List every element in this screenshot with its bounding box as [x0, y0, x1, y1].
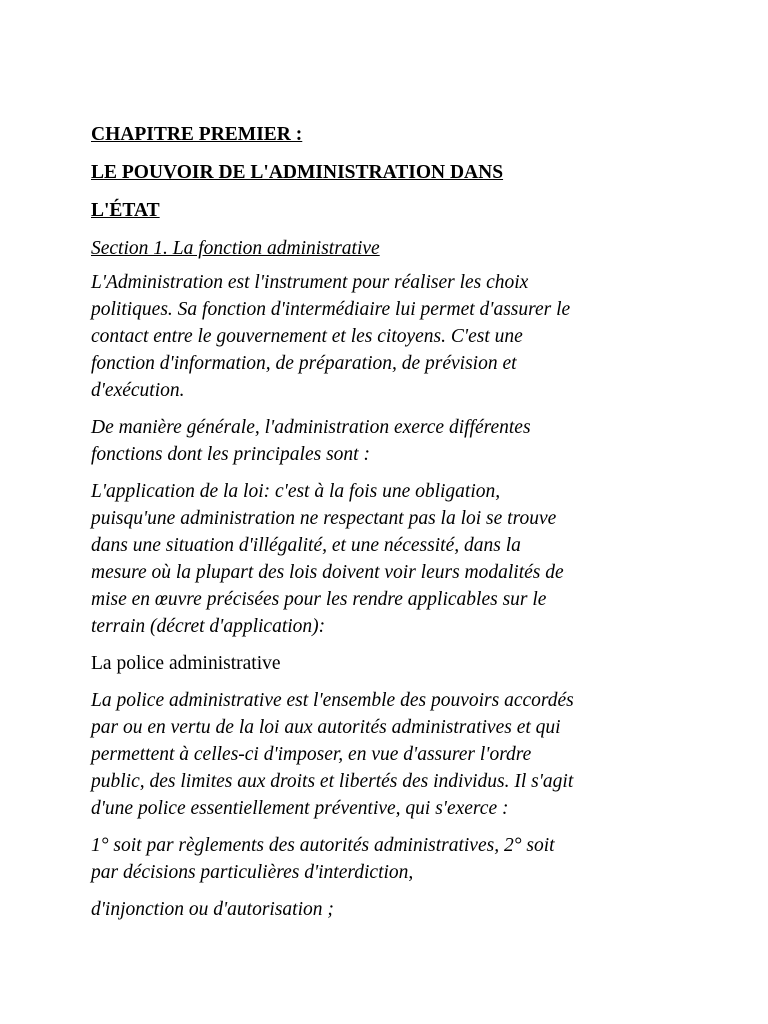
text-line: La police administrative est l'ensemble des pouvoirs accordés: [91, 690, 574, 711]
text-line: public, des limites aux droits et libertés des individus. Il s'agit: [91, 771, 574, 792]
text-line: fonctions dont les principales sont :: [91, 444, 370, 465]
text-line: L'application de la loi: c'est à la fois une obligation,: [91, 481, 501, 502]
paragraph-means-of-exercise: [91, 832, 691, 886]
paragraph-main-functions: [91, 414, 691, 468]
text-line: dans une situation d'illégalité, et une nécessité, dans la: [91, 535, 521, 556]
text-line: permettent à celles-ci d'imposer, en vue d'assurer l'ordre: [91, 744, 532, 765]
document-body: [91, 121, 691, 933]
text-line: terrain (décret d'application):: [91, 616, 326, 637]
chapter-title-line-1: LE POUVOIR DE L'ADMINISTRATION DANS: [91, 162, 504, 183]
text-line: fonction d'information, de préparation, de prévision et: [91, 353, 517, 374]
chapter-heading: CHAPITRE PREMIER :: [91, 124, 303, 145]
text-line: d'exécution.: [91, 380, 185, 401]
chapter-title-line-2: L'ÉTAT: [91, 200, 160, 221]
text-line: d'une police essentiellement préventive, qui s'exerce :: [91, 798, 509, 819]
subheading-police-administrative: La police administrative: [91, 653, 281, 674]
text-line: De manière générale, l'administration exerce différentes: [91, 417, 531, 438]
text-line: L'Administration est l'instrument pour réaliser les choix: [91, 272, 529, 293]
text-line: mise en œuvre précisées pour les rendre applicables sur le: [91, 589, 547, 610]
text-line: par ou en vertu de la loi aux autorités administratives et qui: [91, 717, 561, 738]
text-line: par décisions particulières d'interdiction,: [91, 862, 414, 883]
paragraph-police-definition: [91, 687, 691, 822]
section-title: Section 1. La fonction administrative: [91, 238, 380, 259]
paragraph-injunction: [91, 896, 691, 923]
text-line: politiques. Sa fonction d'intermédiaire lui permet d'assurer le: [91, 299, 571, 320]
text-line: puisqu'une administration ne respectant pas la loi se trouve: [91, 508, 557, 529]
text-line: 1° soit par règlements des autorités administratives, 2° soit: [91, 835, 555, 856]
paragraph-role-of-administration: [91, 269, 691, 404]
text-line: mesure où la plupart des lois doivent voir leurs modalités de: [91, 562, 564, 583]
paragraph-application-of-law: [91, 478, 691, 640]
text-line: contact entre le gouvernement et les citoyens. C'est une: [91, 326, 523, 347]
text-line: d'injonction ou d'autorisation ;: [91, 899, 334, 920]
